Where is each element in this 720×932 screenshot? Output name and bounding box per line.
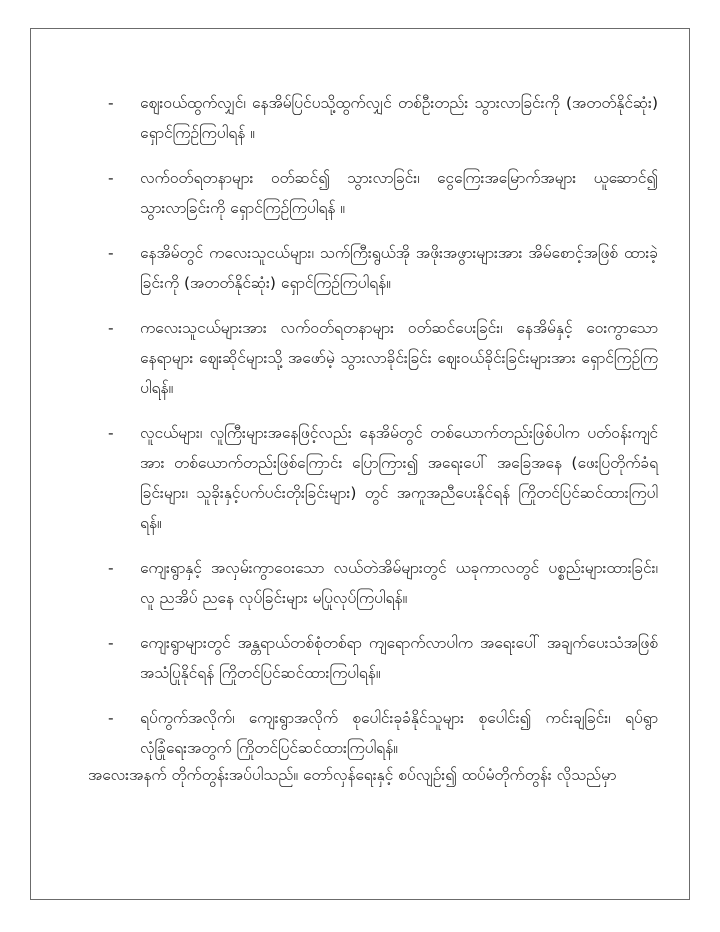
closing-note: အလေးအနက် တိုက်တွန်းအပ်ပါသည်။ တော်လှန်ရေးနှင့် စပ်လျဉ်း၍ ထပ်မံတိုက်တွန်း လိုသည်မှာ [88,766,617,784]
list-item-text: နေအိမ်တွင် ကလေးသူငယ်များ၊ သက်ကြီးရွယ်အို အဖိုးအဖွားများအား အိမ်စောင့်အဖြစ် ထားခဲ့ခြင်းကို (အတတ်နိုင်ဆုံး) ရှောင်ကြဉ်ကြပါရန်။ [140,244,658,292]
dash-bullet: - [108,559,114,577]
list-item-text: ရပ်ကွက်အလိုက်၊ ကျေးရွာအလိုက် စုပေါင်းခုခံနိုင်သူများ စုပေါင်း၍ ကင်းချခြင်း၊ ရပ်ရွာလုံခြုံရေးအတွက် ကြိုတင်ပြင်ဆင်ထားကြပါရန်။ [140,709,658,757]
dash-bullet: - [108,169,114,187]
list-item-text: လူငယ်များ၊ လူကြီးများအနေဖြင့်လည်း နေအိမ်တွင် တစ်ယောက်တည်းဖြစ်ပါက ပတ်ဝန်းကျင်အား တစ်ယောက်တည်းဖြစ်ကြောင်း ပြောကြား၍ အရေးပေါ် အခြေအနေ (ဖေးပြတိုက်ခံရခြင်းများ၊ သူခိုးနှင့်ပက်ပင်းတိုးခြင်းများ) တွင် အကူအညီပေးနိုင်ရန် ကြိုတင်ပြင်ဆင်ထားကြပါရန်။ [140,424,658,532]
dash-bullet: - [108,319,114,337]
dash-bullet: - [108,244,114,262]
list-item [108,88,658,148]
list-item [108,313,658,403]
list-item [108,703,658,763]
list-item [108,628,658,688]
list-item-text: ကျေးရွာနှင့် အလှမ်းကွာဝေးသော လယ်တဲအိမ်များတွင် ယခုကာလတွင် ပစ္စည်းများထားခြင်း၊ လူ ညအိပ် ညနေ လုပ်ခြင်းများ မပြုလုပ်ကြပါရန်။ [140,559,658,607]
list-item [108,418,658,538]
dash-bullet: - [108,709,114,727]
advisory-list [108,88,658,778]
dash-bullet: - [108,424,114,442]
list-item-text: ကျေးရွာများတွင် အန္တရာယ်တစ်စုံတစ်ရာ ကျရောက်လာပါက အရေးပေါ် အချက်ပေးသံအဖြစ် အသံပြုနိုင်ရန် ကြိုတင်ပြင်ဆင်ထားကြပါရန်။ [140,634,658,682]
dash-bullet: - [108,94,114,112]
list-item-text: ကလေးသူငယ်များအား လက်ဝတ်ရတနာများ ဝတ်ဆင်ပေးခြင်း၊ နေအိမ်နှင့် ဝေးကွာသော နေရာများ ဈေးဆိုင်များသို့ အဖော်မဲ့ သွားလာခိုင်းခြင်း ဈေးဝယ်ခိုင်းခြင်းများအား ရှောင်ကြဉ်ကြပါရန်။ [140,319,658,397]
list-item [108,238,658,298]
dash-bullet: - [108,634,114,652]
list-item-text: ဈေးဝယ်ထွက်လျှင်၊ နေအိမ်ပြင်ပသို့ထွက်လျှင် တစ်ဦးတည်း သွားလာခြင်းကို (အတတ်နိုင်ဆုံး) ရှောင်ကြဉ်ကြပါရန် ။ [140,94,658,142]
list-item [108,553,658,613]
list-item [108,163,658,223]
list-item-text: လက်ဝတ်ရတနာများ ဝတ်ဆင်၍ သွားလာခြင်း၊ ငွေကြေးအမြောက်အများ ယူဆောင်၍ သွားလာခြင်းကို ရှောင်ကြဉ်ကြပါရန် ။ [140,169,658,217]
